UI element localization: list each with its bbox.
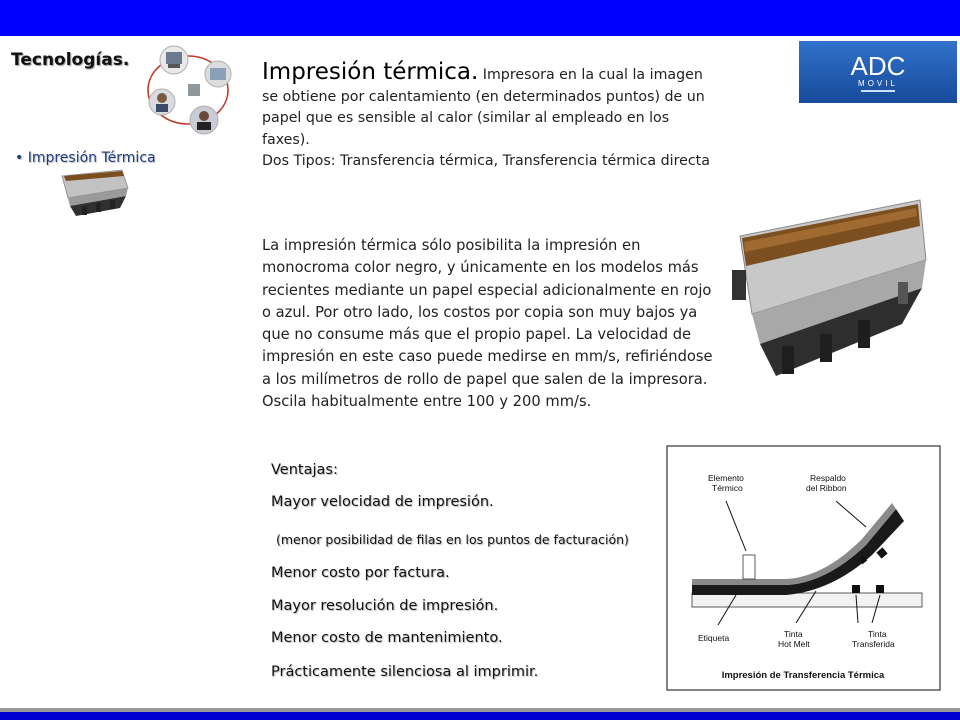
top-bar	[0, 0, 960, 36]
advantage-note: (menor posibilidad de filas en los puntos de facturación)	[276, 532, 629, 547]
advantage-resolution: Mayor resolución de impresión.	[271, 598, 499, 614]
heading-description: Impresora en la cual la imagen se obtiene por calentamiento (en determinados puntos) de un papel que es sensible al calor (similar al empleado en los faxes).	[262, 67, 705, 148]
diagram-label-element-2: Térmico	[712, 483, 743, 493]
advantage-cost: Menor costo por factura.	[271, 565, 450, 581]
heading-block	[262, 59, 714, 173]
technology-collage-icon	[138, 44, 238, 136]
logo-brand-bottom: MOVIL	[858, 79, 898, 88]
bottom-bar	[0, 708, 960, 720]
advantage-speed: Mayor velocidad de impresión.	[271, 494, 494, 510]
advantages-title: Ventajas:	[271, 462, 338, 478]
diagram-label-etiqueta: Etiqueta	[698, 633, 730, 643]
diagram-label-transfer-2: Transferida	[852, 639, 895, 649]
small-print-head-image	[56, 168, 132, 220]
diagram-label-hotmelt-1: Tinta	[784, 629, 803, 639]
advantage-maintenance: Menor costo de mantenimiento.	[271, 630, 503, 646]
types-text: Dos Tipos: Transferencia térmica, Transferencia térmica directa	[262, 153, 710, 169]
adc-movil-logo	[799, 41, 957, 103]
logo-brand-top: ADC	[850, 51, 906, 81]
diagram-label-ribbon-1: Respaldo	[810, 473, 846, 483]
bullet-thermal-printing: • Impresión Térmica	[15, 150, 156, 166]
description-paragraph: La impresión térmica sólo posibilita la impresión en monocroma color negro, y únicamente en los modelos más recientes mediante un papel especial adicionalmente en rojo o azul. Por otro lado, los costos por copia son muy bajos ya que no consume más que el propio papel. La velocidad de impresión en este caso puede medirse en mm/s, refiriéndose a los milímetros de rollo de papel que salen de la impresora. Oscila habitualmente entre 100 y 200 mm/s.	[262, 237, 713, 411]
section-title: Tecnologías.	[11, 50, 130, 70]
diagram-caption: Impresión de Transferencia Térmica	[721, 670, 885, 681]
diagram-label-element-1: Elemento	[708, 473, 744, 483]
diagram-label-hotmelt-2: Hot Melt	[778, 639, 810, 649]
large-print-head-image	[712, 196, 932, 400]
diagram-label-transfer-1: Tinta	[868, 629, 887, 639]
thermal-transfer-diagram	[666, 445, 941, 691]
heading-lead: Impresión térmica.	[262, 59, 479, 85]
advantage-silent: Prácticamente silenciosa al imprimir.	[271, 664, 539, 680]
diagram-label-ribbon-2: del Ribbon	[806, 483, 847, 493]
